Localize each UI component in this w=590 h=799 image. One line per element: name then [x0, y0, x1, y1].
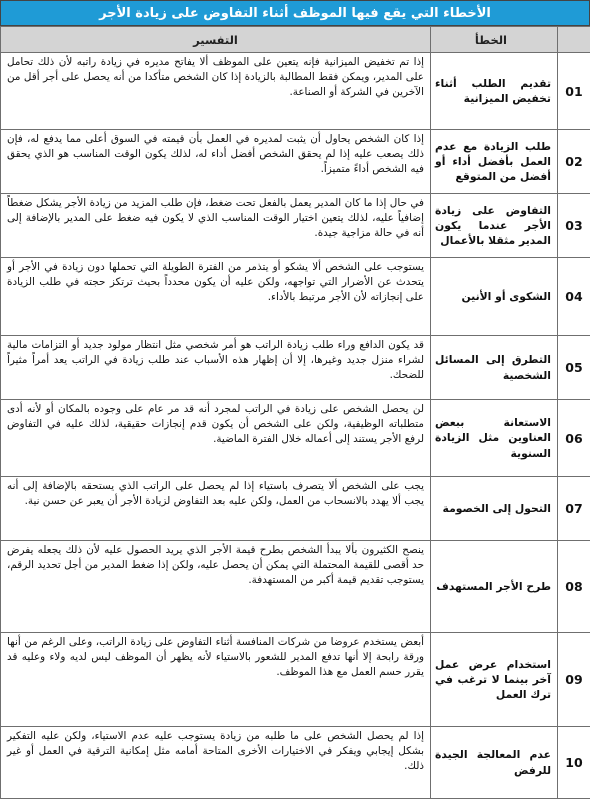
error-explanation: لن يحصل الشخص على زيادة في الراتب لمجرد أنه قد مر عام على وجوده بالمكان أو لأنه أدى متطلباته الوظيفية، ولكن على الشخص أن يكون قدم إنجازات حقيقية، لذلك عليه في التفاوض لرفع الأجر يستند إلى أعماله خلال الفترة الماضية. — [1, 400, 431, 477]
header-explanation: التفسير — [1, 27, 431, 53]
error-name: التطرق إلى المسائل الشخصية — [431, 336, 558, 400]
row-number: 04 — [558, 258, 590, 336]
error-name: التحول إلى الخصومة — [431, 477, 558, 541]
header-row — [1, 27, 590, 53]
error-explanation: إذا تم تخفيض الميزانية فإنه يتعين على الموظف ألا يفاتح مديره في زيادة راتبه لأن ذلك تحامل على المدير، ويمكن فقط المطالبة بالزيادة إذا كان الشخص متأكدا من أنه يحصل على أجر أقل من الآخرين في الشركة أو الصناعة. — [1, 53, 431, 130]
row-number: 09 — [558, 633, 590, 727]
table-row — [1, 400, 590, 477]
error-explanation: أبعض يستخدم عروضا من شركات المنافسة أثناء التفاوض على زيادة الراتب، وعلى الرغم من أنها ورقة رابحة إلا أنها تدفع المدير للشعور بالاستياء لأنه يظهر أن الموظف ليس لديه ولاء وعليه قد يقرر حسم العمل مع هذا الموظف. — [1, 633, 431, 727]
table-row — [1, 336, 590, 400]
error-explanation: يجب على الشخص ألا يتصرف باستياء إذا لم يحصل على الراتب الذي يستحقه بالإضافة إلى أنه يجب ألا يهدد بالانسحاب من العمل، ولكن عليه بعد التفاوض لزيادة الأجر أن يعبر عن حسن نية. — [1, 477, 431, 541]
row-number: 01 — [558, 53, 590, 130]
error-explanation: إذا لم يحصل الشخص على ما طلبه من زيادة يستوجب عليه عدم الاستياء، ولكن عليه التفكير بشكل إيجابي ويفكر في الاختيارات الأخرى المتاحة أمامه مثل إمكانية الترقية في العمل أو غير ذلك. — [1, 727, 431, 799]
error-name: طرح الأجر المستهدف — [431, 541, 558, 633]
header-number — [558, 27, 590, 53]
error-name: عدم المعالجة الجيدة للرفض — [431, 727, 558, 799]
row-number: 05 — [558, 336, 590, 400]
table-row — [1, 727, 590, 799]
header-error: الخطأ — [431, 27, 558, 53]
table-row — [1, 53, 590, 130]
table-title: الأخطاء التي يقع فيها الموظف أثناء التفاوض على زيادة الأجر — [0, 0, 590, 26]
error-explanation: ينصح الكثيرون بألا يبدأ الشخص بطرح قيمة الأجر الذي يريد الحصول عليه لأن ذلك يجعله يفرض حد أقصى للقيمة المحتملة التي يمكن أن يحصل عليه، ولكن إذا ضغط المدير من أجل تحديد الرقم، يستوجب تقديم قيمة أكبر من المستهدفة. — [1, 541, 431, 633]
row-number: 07 — [558, 477, 590, 541]
error-name: طلب الزيادة مع عدم العمل بأفضل أداء أو أفضل من المتوقع — [431, 130, 558, 194]
error-name: التفاوض على زيادة الأجر عندما يكون المدير مثقلا بالأعمال — [431, 194, 558, 258]
table-row — [1, 194, 590, 258]
error-explanation: قد يكون الدافع وراء طلب زيادة الراتب هو أمر شخصي مثل انتظار مولود جديد أو التزامات مالية لشراء منزل جديد وغيرها، إلا أن إظهار هذه الأسباب عند طلب زيادة في الراتب يعد أمراً مثيراً للضحك. — [1, 336, 431, 400]
row-number: 02 — [558, 130, 590, 194]
row-number: 10 — [558, 727, 590, 799]
error-explanation: في حال إذا ما كان المدير يعمل بالفعل تحت ضغط، فإن طلب المزيد من زيادة الأجر يشكل ضغطاً إضافياً عليه، لذلك يتعين اختيار الوقت المناسب الذي لا يكون فيه ضغط على المدير بالإضافة إلى أنه في حالة مزاجية جيدة. — [1, 194, 431, 258]
error-name: الشكوى أو الأنين — [431, 258, 558, 336]
row-number: 03 — [558, 194, 590, 258]
table-row — [1, 633, 590, 727]
error-name: استخدام عرض عمل آخر بينما لا ترغب في ترك العمل — [431, 633, 558, 727]
table-row — [1, 477, 590, 541]
table-row — [1, 258, 590, 336]
table-row — [1, 541, 590, 633]
error-name: الاستعانة ببعض العناوين مثل الزيادة السنوية — [431, 400, 558, 477]
table-row — [1, 130, 590, 194]
error-explanation: يستوجب على الشخص ألا يشكو أو يتذمر من الفترة الطويلة التي تحملها دون زيادة في الأجر أو يتحدث عن الأضرار التي تواجهه، ولكن عليه أن يكون محدداً بحيث ترتكز حجته في طلب الزيادة على إنجازاته لأن الأجر مرتبط بالأداء. — [1, 258, 431, 336]
errors-table — [0, 26, 590, 799]
row-number: 06 — [558, 400, 590, 477]
error-name: تقديم الطلب أثناء تخفيض الميزانية — [431, 53, 558, 130]
row-number: 08 — [558, 541, 590, 633]
error-explanation: إذا كان الشخص يحاول أن يثبت لمديره في العمل بأن قيمته في السوق أعلى مما يدفع له، فإن ذلك يصعب عليه إذا لم يحقق الشخص أفضل أداء له، لذلك يكون الوقت المناسب هو الذي يحقق فيه الشخص أداءً متميزاً. — [1, 130, 431, 194]
